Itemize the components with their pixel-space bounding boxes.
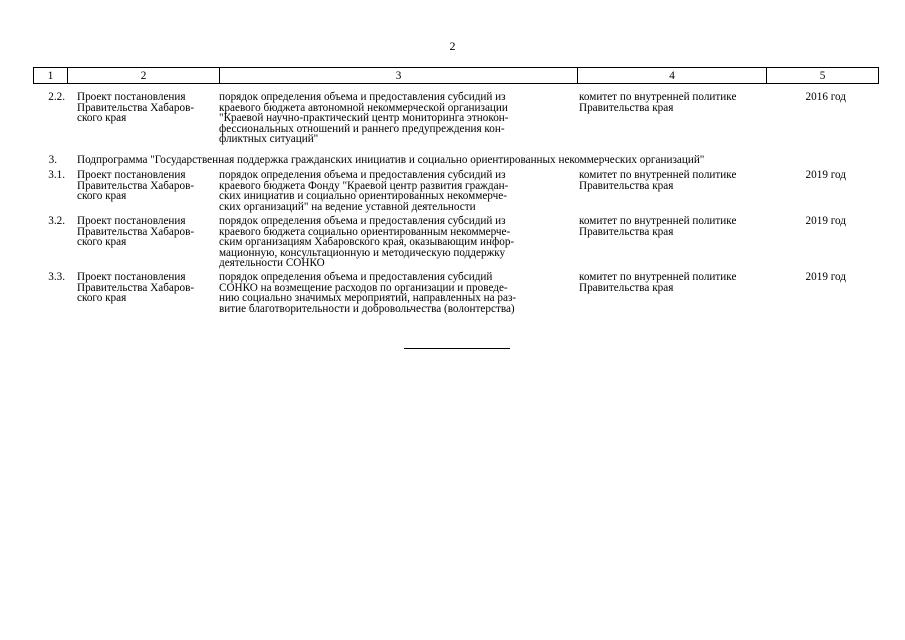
text-line: мационную, консультационную и методическую поддержку (219, 246, 506, 259)
table-row (33, 216, 878, 272)
text-line: ского края (77, 112, 127, 125)
text-line: фессиональных отношений и раннего предупреждения кон- (219, 122, 505, 135)
text-line: Правительства края (579, 225, 674, 238)
header-col-2: 2 (68, 68, 220, 84)
text-line: порядок определения объема и предоставления субсидий из (219, 215, 506, 227)
text-line: деятельности СОНКО (219, 257, 325, 270)
deadline-year: 2019 год (805, 215, 846, 227)
description (219, 216, 571, 269)
deadline-year: 2016 год (805, 91, 846, 103)
header-col-3: 3 (220, 68, 578, 84)
text-line: Проект постановления (77, 91, 186, 103)
text-line: порядок определения объема и предоставления субсидий из (219, 169, 506, 181)
responsible-executor (579, 216, 779, 237)
text-line: нию социально значимых мероприятий, направленных на раз- (219, 292, 517, 305)
text-line: Правительства края (579, 101, 674, 114)
text-line: комитет по внутренней политике (579, 271, 737, 283)
row-number: 3.1. (48, 169, 65, 181)
document-type (77, 92, 222, 124)
text-line: Правительства Хабаров- (77, 281, 195, 294)
table-row (33, 92, 878, 155)
table-row (33, 272, 878, 318)
table-body (33, 92, 878, 318)
text-line: комитет по внутренней политике (579, 215, 737, 227)
text-line: порядок определения объема и предоставления субсидий (219, 271, 493, 283)
text-line: Правительства края (579, 179, 674, 192)
text-line: порядок определения объема и предоставления субсидий из (219, 91, 506, 103)
row-number: 3. (48, 154, 57, 166)
text-line: краевого бюджета социально ориентированным некоммерче- (219, 225, 511, 238)
text-line: комитет по внутренней политике (579, 169, 737, 181)
text-line: ских инициатив и социально ориентированных некоммерче- (219, 190, 507, 203)
column-number-header (33, 67, 879, 84)
description (219, 170, 571, 212)
header-col-1: 1 (34, 68, 68, 84)
header-row (34, 68, 879, 84)
row-number: 3.3. (48, 271, 65, 283)
document-type (77, 272, 222, 304)
text-line: витие благотворительности и добровольчества (волонтерства) (219, 302, 515, 315)
page-number: 2 (449, 39, 456, 53)
text-line: ских организаций" на ведение уставной деятельности (219, 200, 476, 213)
row-number: 3.2. (48, 215, 65, 227)
text-line: Проект постановления (77, 271, 186, 283)
header-col-4: 4 (578, 68, 767, 84)
responsible-executor (579, 272, 779, 293)
description (219, 92, 571, 145)
document-type (77, 216, 222, 248)
text-line: "Краевой научно-практический центр мониторинга этнокон- (219, 112, 509, 125)
text-line: Правительства края (579, 281, 674, 294)
text-line: краевого бюджета Фонду "Краевой центр развития граждан- (219, 179, 509, 192)
text-line: Правительства Хабаров- (77, 101, 195, 114)
responsible-executor (579, 170, 779, 191)
deadline-year: 2019 год (805, 169, 846, 181)
deadline-year: 2019 год (805, 271, 846, 283)
responsible-executor (579, 92, 779, 113)
text-line: СОНКО на возмещение расходов по организации и проведе- (219, 281, 508, 294)
subprogram-title: Подпрограмма "Государственная поддержка гражданских инициатив и социально ориентированных некоммерческих организаций" (77, 154, 705, 166)
subprogram-row (33, 155, 878, 170)
text-line: ского края (77, 292, 127, 305)
text-line: Правительства Хабаров- (77, 179, 195, 192)
document-type (77, 170, 222, 202)
row-number: 2.2. (48, 91, 65, 103)
text-line: фликтных ситуаций" (219, 133, 319, 146)
header-col-5: 5 (767, 68, 879, 84)
end-separator-line (404, 348, 510, 349)
text-line: ского края (77, 190, 127, 203)
text-line: Проект постановления (77, 215, 186, 227)
text-line: Проект постановления (77, 169, 186, 181)
text-line: краевого бюджета автономной некоммерческой организации (219, 101, 508, 114)
text-line: ского края (77, 236, 127, 249)
text-line: ским организациям Хабаровского края, оказывающим инфор- (219, 236, 515, 249)
text-line: комитет по внутренней политике (579, 91, 737, 103)
description (219, 272, 571, 314)
table-row (33, 170, 878, 216)
text-line: Правительства Хабаров- (77, 225, 195, 238)
